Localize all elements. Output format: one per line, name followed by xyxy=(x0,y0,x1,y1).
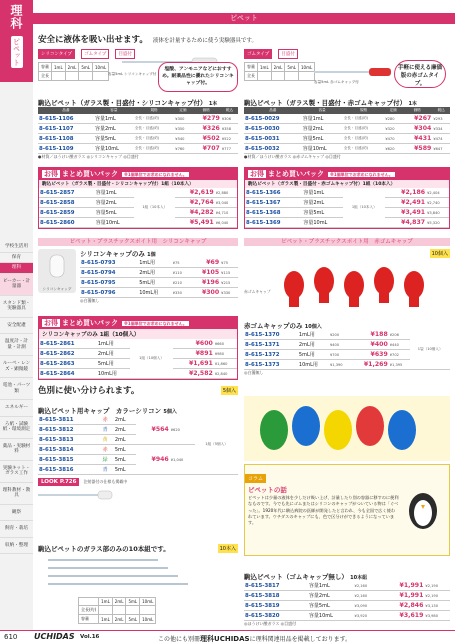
bulk-pack-table xyxy=(245,188,449,228)
bulk-pack-subtitle: 駒込ピペット（ガラス製・目盛付・シリコンキャップ付）1組（10本入） xyxy=(39,180,237,188)
table-row[interactable]: 8-615-1370 1mL用 ¥200 ¥188 ¥206 1袋（10個入） xyxy=(244,330,450,340)
pipette-photo xyxy=(314,64,394,78)
product-title: 駒込ピペット（ガラス製・目盛付・赤ゴムキャップ付） 1本 xyxy=(244,99,417,107)
table-row[interactable]: 8-615-2858 容量2mL ¥2,764 ¥3,040 xyxy=(39,198,237,208)
table-row[interactable]: 8-615-1368 容量5mL ¥3,491 ¥3,840 xyxy=(245,208,449,218)
sidebar-category[interactable] xyxy=(0,0,33,82)
product-note: ◎ほうけい酸ガラス ◎目盛付 xyxy=(244,621,297,626)
sidebar-category-label: 理科 xyxy=(9,4,23,30)
product-title: 赤ゴムキャップのみ 10個入 xyxy=(244,322,322,330)
color-cap-photo xyxy=(244,396,450,461)
product-title: 駒込ピペット（ガラス製・目盛付・シリコンキャップ付） 1本 xyxy=(38,99,218,107)
table-row[interactable]: 8-615-1372 5mL用 ¥700 ¥639 ¥702 xyxy=(244,350,450,360)
table-row[interactable]: 8-615-3818 容量2mL ¥2,160 ¥1,991 ¥2,190 xyxy=(244,591,450,601)
count-badge: 10個入 xyxy=(431,251,448,257)
bulk-pack-silicone-cap xyxy=(38,316,238,380)
callout-bubble: 手軽に使える廉価版の赤ゴムタイプ。 xyxy=(394,60,446,88)
table-row[interactable]: 8-615-2861 1mL用 1組（10個入） ¥600 ¥660 xyxy=(39,339,237,349)
column-box xyxy=(244,464,450,556)
silicone-cap-photo: シリコンキャップ xyxy=(38,249,76,293)
type-tag: 目盛付 xyxy=(278,49,298,59)
table-row[interactable]: 8-615-0793 1mL用 ¥75 ¥69 ¥75 xyxy=(80,258,238,268)
column-text: ピペットは少量の液体を少しだけ吸い上げ、計量したり別の容器に移すのに便利なものです。今でも先にゴムまたはシリコンのキャップがついている物は「ぐべった」。1920年代に駒込病院の医師が開発したと言われ、今も全国で広く使われています。ウチダスのキャップにも、色で区分けができるようになっています。 xyxy=(248,495,399,526)
page-number: 610 xyxy=(4,633,18,641)
table-row[interactable]: 8-615-1366 容量1mL 1組（10本入） ¥2,186 ¥2,404 xyxy=(245,188,449,198)
syringe-photo xyxy=(38,488,118,502)
table-row[interactable]: 8-615-3812 青 2mL xyxy=(38,425,238,435)
bulk-pack-subtitle: 駒込ピペット（ガラス製・目盛付・赤ゴムキャップ付）1組（10本入） xyxy=(245,180,449,188)
sidebar-item[interactable]: 飼育・栽培 xyxy=(0,521,33,538)
callout-bubble: 塩酸、アンモニアなどにおすすめ。耐薬品性に優れたシリコンキャップ付。 xyxy=(158,62,238,92)
sidebar-item[interactable]: 実験キット・ガラス工作 xyxy=(0,461,33,483)
color-cap-block xyxy=(38,384,238,506)
table-row[interactable]: 8-615-2860 容量10mL ¥5,491 ¥6,040 xyxy=(39,218,237,228)
table-row[interactable]: 8-615-3817 容量1mL ¥2,160 ¥1,991 ¥2,190 xyxy=(244,581,450,591)
sidebar-item[interactable]: 理科教材・教具 xyxy=(0,483,33,505)
table-row[interactable]: 8-615-3819 容量5mL ¥3,090 ¥2,846 ¥3,130 xyxy=(244,601,450,611)
volume-label: Vol.16 xyxy=(80,634,100,640)
table-row[interactable]: 8-615-3813 黄 2mL xyxy=(38,435,238,445)
product-block-silicone xyxy=(38,98,238,160)
table-row[interactable]: 8-615-1369 容量10mL ¥4,837 ¥5,320 xyxy=(245,218,449,228)
table-row[interactable]: 8-615-1107 容量2mL 全長・目盛(約) ¥350 ¥326 ¥358 xyxy=(38,124,238,134)
sidebar-item[interactable]: 安全配慮 xyxy=(0,318,33,335)
product-table xyxy=(244,330,450,370)
table-row[interactable]: 8-615-0795 5mL用 ¥210 ¥196 ¥215 xyxy=(80,278,238,288)
count-badge: 5個入 xyxy=(222,387,236,394)
table-row[interactable]: 8-615-2862 2mL用 ¥891 ¥980 xyxy=(39,349,237,359)
material-note: ●材質／ほうけい酸ガラス ◎赤ゴムキャップ ◎目盛付 xyxy=(244,154,341,159)
product-table: 品番 容量 規格 定価 価格 税込 8-615-1106 容量1mL 全長・目盛(約) ¥300 ¥279 ¥306 8-615-1107 容量2mL 全長・目盛(約) ¥350 ¥326 ¥358 8-615-1108 容量5mL 全長・目盛(約) ¥540 ¥502 ¥522 8-615-1109 容量10mL 全長・目盛(約) ¥760 ¥707 ¥777 xyxy=(38,107,238,154)
spec-table: 容量 1mL 2mL 5mL 10mL 全長 xyxy=(244,62,315,81)
section-heading: 駒込ピペットのガラス部のみの10本組です。 xyxy=(38,545,170,553)
bulk-pack-table xyxy=(39,188,237,228)
sidebar-item[interactable]: ルーペ・レンズ・顕微鏡 xyxy=(0,356,33,378)
type-tag: ゴムタイプ xyxy=(81,49,109,59)
glass-only-block xyxy=(38,544,238,624)
photo-label: 容量5mL シリコンキャップ付 xyxy=(108,72,157,76)
page-subtitle: 液体を計量するために使う実験器具です。 xyxy=(152,38,257,44)
look-note: 注射器付の仕様も掲載中 xyxy=(83,479,128,484)
table-row[interactable]: 8-615-0796 10mL用 ¥330 ¥300 ¥330 xyxy=(80,288,238,298)
bulk-pack-header: お得 まとめ買いパック ※1個単位でお求めになれません。 xyxy=(245,168,449,180)
section-heading: 色別に使い分けられます。 xyxy=(38,386,140,396)
sidebar-item[interactable]: 薬品・実験材料 xyxy=(0,439,33,461)
table-row[interactable]: 8-615-2864 10mL用 ¥2,582 ¥2,840 xyxy=(39,369,237,379)
brand-logo: UCHIDAS xyxy=(34,632,75,641)
sidebar-item[interactable]: 保育 xyxy=(0,253,33,264)
bulk-pack-subtitle: シリコンキャップのみ 1組（10個入） xyxy=(39,329,237,339)
product-table xyxy=(244,581,450,621)
penguin-illustration xyxy=(403,483,443,533)
table-row[interactable]: 8-615-3816 青 5mL xyxy=(38,465,238,475)
sidebar-item[interactable]: ビーカー・計量器 xyxy=(0,274,33,296)
type-tag: 目盛付 xyxy=(115,49,135,59)
no-cap-block xyxy=(244,572,450,627)
table-row[interactable]: 8-615-1109 容量10mL 全長・目盛(約) ¥760 ¥707 ¥777 xyxy=(38,144,238,154)
type-tag: シリコンタイプ xyxy=(38,49,75,59)
table-row[interactable]: 8-615-3814 赤 5mL ¥946 ¥1,040 xyxy=(38,445,238,455)
count-badge: 10本入 xyxy=(219,546,236,552)
section-band: ピペット xyxy=(33,13,455,24)
sidebar-item[interactable]: 温度計・計量・計測 xyxy=(0,334,33,356)
table-row[interactable]: 8-615-3815 緑 5mL xyxy=(38,455,238,465)
table-row[interactable]: 8-615-1371 2mL用 ¥400 ¥400 ¥440 xyxy=(244,340,450,350)
product-note: ◎白濁無し xyxy=(244,370,264,375)
sidebar-item[interactable]: 電池・パーツ類 xyxy=(0,378,33,400)
product-table xyxy=(80,258,238,298)
table-row[interactable]: 8-615-2857 容量1mL 1組（10本入） ¥2,619 ¥2,880 xyxy=(39,188,237,198)
table-row[interactable]: 8-615-1106 容量1mL 全長・目盛(約) ¥300 ¥279 ¥306 xyxy=(38,114,238,124)
photo-label: 容量5mL 赤ゴムキャップ付 xyxy=(314,80,359,84)
intro-right xyxy=(244,40,450,96)
intro-left xyxy=(38,40,238,96)
column-title: ピペットの話 xyxy=(248,486,287,494)
sidebar-item[interactable]: エネルギー xyxy=(0,400,33,417)
sidebar-item-active[interactable]: 理科 xyxy=(0,263,33,274)
table-row[interactable]: 8-615-3811 赤 2mL ¥564 ¥620 1組（5個入） xyxy=(38,415,238,425)
product-table xyxy=(38,415,238,475)
table-row[interactable]: 8-615-0031 容量5mL 全長・目盛(約) ¥470 ¥431 ¥474 xyxy=(244,134,450,144)
table-row[interactable]: 8-615-0029 容量1mL 全長・目盛(約) ¥280 ¥267 ¥293 xyxy=(244,114,450,124)
product-note: ◎白濁無し xyxy=(80,298,100,303)
sidebar-item[interactable]: 学校生活用 xyxy=(0,242,33,253)
table-row[interactable]: 8-615-0032 容量10mL 全長・目盛(約) ¥620 ¥589 ¥647 xyxy=(244,144,450,154)
bulk-pack-silicone xyxy=(38,167,238,229)
sidebar xyxy=(0,0,33,644)
table-row[interactable]: 8-615-2859 容量5mL ¥4,282 ¥4,710 xyxy=(39,208,237,218)
table-row[interactable]: 8-615-3820 容量10mL ¥3,920 ¥3,619 ¥3,980 xyxy=(244,611,450,621)
footer-banner[interactable]: この他にも別冊理科UCHIDASに理科関連用品を掲載しております。 xyxy=(158,635,352,643)
sidebar-item[interactable]: スタンド類・実験器具 xyxy=(0,296,33,318)
sidebar-subcategory-label: ピペット xyxy=(12,38,21,66)
product-title: 駒込ピペット（ゴムキャップ無し） 10本組 xyxy=(244,573,368,581)
footer xyxy=(0,630,455,644)
red-cap-photo xyxy=(264,255,434,315)
look-link[interactable]: LOOK P.726 xyxy=(38,478,79,486)
table-row[interactable]: 8-615-1367 容量2mL ¥2,491 ¥2,740 xyxy=(245,198,449,208)
table-row[interactable]: 8-615-1108 容量5mL 全長・目盛(約) ¥540 ¥502 ¥522 xyxy=(38,134,238,144)
glass-pipette-photo xyxy=(38,553,238,593)
bulk-pack-table xyxy=(39,339,237,379)
product-title: 駒込ピペット用キャップ カラーシリコン 5個入 xyxy=(38,407,177,415)
sidebar-item[interactable]: 収納・整理 xyxy=(0,538,33,555)
sidebar-item[interactable]: ろ紙・試験紙・環境測定 xyxy=(0,417,33,439)
table-row[interactable]: 8-615-0030 容量2mL 全長・目盛(約) ¥320 ¥304 ¥334 xyxy=(244,124,450,134)
type-tag: ゴムタイプ xyxy=(244,49,272,59)
product-table: 品番 容量 規格 定価 価格 税込 8-615-0029 容量1mL 全長・目盛(約) ¥280 ¥267 ¥293 8-615-0030 容量2mL 全長・目盛(約) ¥320 ¥304 ¥334 8-615-0031 容量5mL 全長・目盛(約) ¥470 ¥431 ¥474 8-615-0032 容量10mL 全長・目盛(約) ¥620 ¥589 ¥647 xyxy=(244,107,450,154)
table-row[interactable]: 8-615-0794 2mL用 ¥110 ¥105 ¥115 xyxy=(80,268,238,278)
bulk-pack-header: お得 まとめ買いパック ※1個単位でお求めになれません。 xyxy=(39,317,237,329)
bulk-pack-rubber xyxy=(244,167,450,229)
bulk-pack-header: お得 まとめ買いパック ※1個単位でお求めになれません。 xyxy=(39,168,237,180)
spec-table: 容量 1mL 2mL 5mL 10mL 全長 xyxy=(38,62,109,81)
product-title: シリコンキャップのみ 1個 xyxy=(80,250,156,258)
page-title: 安全に液体を吸い出せます。 xyxy=(38,35,148,45)
table-row[interactable]: 8-615-1373 10mL用 ¥1,390 ¥1,269 ¥1,395 xyxy=(244,360,450,370)
product-block-rubber xyxy=(244,98,450,160)
photo-label: 赤ゴムキャップ xyxy=(244,289,271,294)
column-label: コラム xyxy=(245,474,266,483)
table-row[interactable]: 8-615-2863 5mL用 ¥1,691 ¥1,860 xyxy=(39,359,237,369)
spec-table: 1mL 2mL 5mL 10mL 全長(約) 容量 1mL 2mL 5mL 10mL xyxy=(78,597,156,624)
section-band: ピペット・プラスチックスポイト用 シリコンキャップ xyxy=(38,238,238,246)
rubber-cap-block xyxy=(244,249,450,375)
section-band: ピペット・プラスチックスポイト用 赤ゴムキャップ xyxy=(244,238,450,246)
material-note: ●材質／ほうけい酸ガラス ◎シリコンキャップ ◎目盛付 xyxy=(38,154,139,159)
sidebar-item[interactable]: 観察 xyxy=(0,505,33,522)
